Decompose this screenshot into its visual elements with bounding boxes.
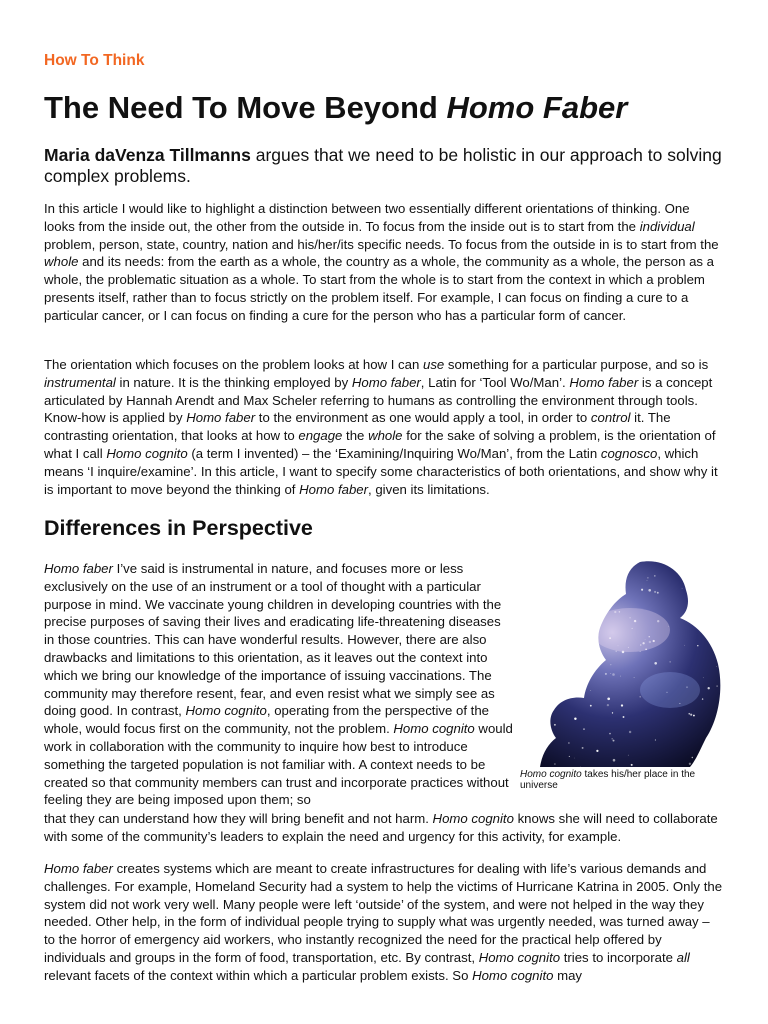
section-kicker[interactable]: How To Think: [44, 52, 145, 69]
star-dot: [590, 690, 591, 691]
star-dot: [647, 580, 648, 581]
p4-italic-3: all: [676, 949, 690, 965]
p3-tail-a: that they can understand how they will bring benefit and not harm.: [44, 811, 433, 826]
star-dot: [569, 756, 570, 757]
star-dot: [531, 612, 533, 614]
star-dot: [572, 658, 573, 659]
star-dot: [688, 713, 690, 715]
star-dot: [529, 644, 531, 646]
p2-text-h: the: [342, 428, 369, 444]
star-dot: [602, 605, 603, 606]
paragraph-4: [44, 860, 724, 985]
star-dot: [576, 681, 577, 682]
star-dot: [641, 589, 643, 591]
star-dot: [520, 762, 522, 764]
star-dot: [558, 623, 559, 624]
p3-text-a: I’ve said is instrumental in nature, and focuses more or less exclusively on the use of an instrument or a tool of thought with a particular purpose in mind. We vaccinate young children in developing countries with the precise purposes of saving their lives and eradicating life-threatening diseases in those countries. This can have wonderful results. However, there are also drawbacks and limitations to this orientation, as it leaves out the context into which we bring our knowledge of the importance of issuing vaccinations. The community may therefore resent, fear, and even resist what we simply see as doing good. In contrast,: [44, 561, 502, 719]
star-dot: [605, 673, 607, 675]
star-dot: [701, 755, 702, 756]
caption-italic: Homo cognito: [520, 769, 582, 780]
star-dot: [692, 757, 693, 758]
star-dot: [569, 667, 571, 669]
star-dot: [573, 608, 575, 610]
star-dot: [563, 640, 565, 642]
author-name[interactable]: Maria daVenza Tillmanns: [44, 145, 251, 165]
star-dot: [540, 653, 542, 655]
star-dot: [633, 564, 634, 565]
star-dot: [566, 676, 568, 678]
p2-italic-8: whole: [368, 428, 403, 444]
article-dek: [44, 145, 724, 187]
p1-italic-2: whole: [44, 254, 79, 270]
star-dot: [546, 561, 548, 563]
star-dot: [709, 737, 711, 739]
star-dot: [708, 687, 710, 689]
star-dot: [536, 589, 537, 590]
p2-text-l: , which means ‘I inquire/examine’. In this article, I want to specify some characteristics of both orientations, and show why it is important to move beyond the thinking of: [44, 445, 718, 497]
star-dot: [623, 716, 625, 718]
star-dot: [530, 636, 532, 638]
p2-text-e: is a concept articulated by Hannah Arendt and Max Scheler referring to humans as controlling the environment through tools. Know-how is applied by: [44, 374, 713, 426]
p2-italic-5: Homo faber: [186, 410, 256, 426]
title-lead: The Need To Move Beyond: [44, 90, 447, 125]
star-dot: [614, 592, 616, 594]
star-dot: [574, 717, 576, 719]
p4-text-d: may: [553, 967, 583, 983]
star-dot: [587, 665, 588, 666]
p1-text-b: problem, person, state, country, nation and his/her/its specific needs. To focus from the outside in is to start from the: [44, 236, 719, 252]
star-dot: [664, 563, 665, 564]
p2-text-j: for the sake of solving a problem, is the orientation of what I call: [44, 428, 716, 461]
star-dot: [654, 662, 657, 665]
title-italic: Homo Faber: [446, 90, 628, 125]
star-dot: [621, 570, 622, 571]
star-dot: [535, 742, 536, 743]
p2-text-k: (a term I invented) – the ‘Examining/Inquiring Wo/Man’, from the Latin: [187, 445, 601, 461]
p2-text-a: The orientation which focuses on the problem looks at how I can: [44, 357, 423, 372]
star-dot: [587, 565, 588, 566]
star-dot: [553, 560, 555, 562]
p3-italic-1: Homo faber: [44, 561, 113, 576]
star-dot: [582, 747, 584, 749]
star-dot: [716, 685, 717, 686]
star-dot: [554, 763, 556, 765]
p2-text-c: in nature. It is the thinking employed by: [115, 374, 352, 390]
star-dot: [593, 611, 594, 612]
p4-text-a: creates systems which are meant to create infrastructures for dealing with life’s various demands and challenges. For example, Homeland Security had a system to help the victims of Hurricane Katrina in 2005. Only the system did not work very well. Many people were left ‘outside’ of the system, and were not helped in the way they needed. Other help, in the form of individual people trying to supply what was urgently needed, was turned away – to the horror of emergency aid workers, who instantly recognized the need for the practical help offered by individuals and groups in the form of food, transportation, etc. By contrast,: [44, 861, 723, 965]
p4-italic-4: Homo cognito: [472, 967, 554, 983]
p2-italic-7: engage: [298, 428, 343, 444]
section-heading: Differences in Perspective: [44, 516, 313, 540]
star-dot: [543, 651, 546, 654]
star-dot: [524, 591, 526, 593]
paragraph-3: [44, 560, 514, 809]
p3-tail-b: knows she will need to collaborate with some of the community’s leaders to explain the need and urgency for this activity, for example.: [44, 811, 718, 844]
p3-italic-3: Homo cognito: [393, 721, 475, 737]
star-dot: [684, 645, 685, 646]
paragraph-2: [44, 356, 724, 498]
star-dot: [557, 696, 558, 697]
star-dot: [613, 740, 615, 742]
star-dot: [555, 569, 558, 572]
p3-tail-italic: Homo cognito: [432, 811, 514, 826]
star-dot: [690, 714, 692, 716]
star-dot: [599, 611, 600, 612]
p4-text-b: tries to incorporate: [560, 949, 677, 965]
star-dot: [543, 627, 544, 628]
star-dot: [697, 645, 698, 646]
p2-text-b: something for a particular purpose, and so is: [444, 357, 709, 372]
star-dot: [609, 733, 611, 735]
p2-italic-9: Homo cognito: [106, 445, 188, 461]
star-dot: [647, 577, 648, 578]
p1-text-a: In this article I would like to highlight a distinction between two essentially different orientations of thinking. One looks from the inside out, the other from the outside in. To focus from the inside out is to start from the: [44, 201, 690, 234]
figure-caption: [520, 769, 730, 791]
star-dot: [610, 673, 611, 674]
star-dot: [713, 622, 716, 625]
star-dot: [703, 677, 704, 678]
star-dot: [541, 662, 543, 664]
p2-italic-10: cognosco: [600, 445, 658, 461]
star-dot: [615, 651, 616, 652]
p3-text-b: , operating from the perspective of the whole, would focus first on the community, not the problem.: [44, 703, 489, 737]
p4-text-c: relevant facets of the context within which a particular problem exists. So: [44, 967, 473, 983]
star-dot: [611, 664, 612, 665]
p2-italic-4: Homo faber: [569, 374, 639, 390]
star-dot: [670, 661, 671, 662]
star-dot: [631, 764, 633, 766]
p2-text-g: it. The contrasting orientation, that looks at how to: [44, 410, 671, 444]
star-dot: [689, 763, 691, 765]
p2-italic-11: Homo faber: [299, 481, 369, 497]
star-dot: [716, 666, 717, 667]
star-dot: [702, 631, 703, 632]
star-dot: [528, 722, 531, 725]
star-dot: [597, 578, 599, 580]
p4-italic-2: Homo cognito: [478, 949, 561, 965]
star-dot: [714, 560, 715, 561]
star-dot: [693, 715, 695, 717]
star-dot: [607, 704, 609, 706]
star-dot: [601, 619, 602, 620]
p2-text-f: to the environment as one would apply a tool, in order to: [255, 410, 591, 426]
star-dot: [690, 596, 691, 597]
star-dot: [520, 660, 521, 662]
p1-text-c: and its needs: from the earth as a whole, the country as a whole, the community as a whole, the person as a whole, the problematic situation as a whole. To start from the whole is to start from the context in which a problem presents itself, rather than to focus strictly on the problem itself. For example, I can focus on finding a cure to a particular cancer, or I can focus on finding a cure for the person who has a particular form of cancer.: [44, 254, 715, 323]
star-dot: [550, 594, 551, 595]
star-dot: [621, 704, 623, 706]
star-dot: [715, 627, 717, 629]
star-dot: [654, 575, 656, 577]
thinker-galaxy-image: [520, 560, 725, 767]
star-dot: [717, 724, 720, 727]
star-dot: [530, 632, 531, 633]
star-dot: [655, 739, 656, 740]
star-dot: [568, 742, 570, 744]
star-dot: [620, 676, 621, 677]
star-dot: [583, 728, 585, 730]
star-dot: [592, 632, 593, 633]
star-dot: [657, 592, 659, 594]
p3-text-c: would work in collaboration with the community to inquire how best to introduce something the targeted population is not familiar with. A context needs to be created so that community members can trust and incorporate practices without feeling they are being imposed upon them; so: [44, 721, 513, 808]
star-dot: [580, 766, 581, 767]
paragraph-1: [44, 200, 724, 325]
p3-italic-2: Homo cognito: [185, 703, 267, 719]
p2-italic-6: control: [590, 410, 631, 426]
caption-text: takes his/her place in the universe: [520, 769, 696, 791]
star-dot: [545, 710, 547, 712]
star-dot: [581, 639, 584, 642]
star-dot: [634, 677, 635, 678]
p2-text-m: , given its limitations.: [368, 481, 490, 497]
p2-italic-2: instrumental: [44, 374, 116, 390]
star-dot: [648, 589, 651, 592]
star-dot: [609, 574, 612, 577]
star-dot: [574, 758, 575, 759]
star-dot: [596, 750, 598, 752]
star-dot: [654, 591, 656, 593]
star-dot: [589, 581, 591, 583]
p2-text-d: , Latin for ‘Tool Wo/Man’.: [420, 374, 570, 390]
paragraph-3-continued: [44, 810, 724, 846]
star-dot: [523, 623, 525, 625]
star-dot: [613, 759, 616, 762]
star-dot: [525, 676, 527, 678]
star-dot: [534, 593, 535, 594]
p2-italic-1: use: [423, 357, 445, 372]
p2-italic-3: Homo faber: [351, 374, 421, 390]
star-dot: [702, 698, 703, 699]
p4-italic-1: Homo faber: [44, 861, 113, 876]
star-dot: [611, 738, 613, 740]
star-dot: [628, 755, 629, 756]
star-dot: [629, 731, 631, 733]
star-dot: [522, 610, 523, 611]
article-figure: [520, 560, 730, 791]
star-dot: [533, 633, 534, 634]
star-dot: [560, 669, 561, 670]
star-dot: [612, 673, 615, 676]
star-dot: [718, 744, 719, 745]
star-dot: [607, 697, 610, 700]
star-dot: [547, 606, 549, 608]
star-dot: [682, 588, 683, 589]
dek-text: argues that we need to be holistic in our approach to solving complex problems.: [44, 145, 722, 186]
star-dot: [590, 705, 592, 707]
star-dot: [554, 567, 555, 568]
article-title: [44, 88, 627, 128]
star-dot: [554, 724, 556, 726]
p1-italic-1: individual: [639, 218, 695, 234]
star-dot: [547, 709, 549, 711]
star-dot: [544, 723, 547, 726]
star-dot: [654, 561, 655, 562]
star-dot: [576, 632, 577, 633]
star-dot: [639, 696, 641, 698]
star-dot: [612, 712, 613, 713]
